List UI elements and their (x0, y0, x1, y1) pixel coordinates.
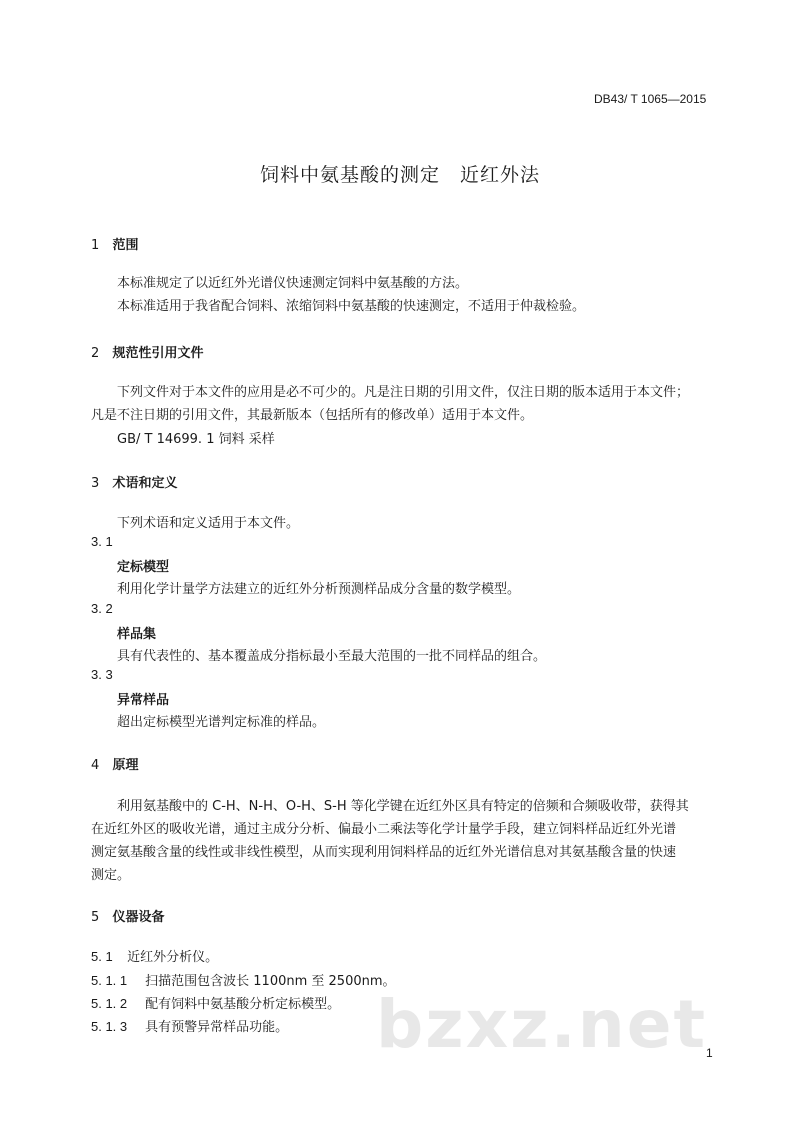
clause-number: 5. 1. 1 (91, 973, 128, 988)
term-name: 定标模型 (117, 560, 170, 575)
section-1-heading (91, 234, 139, 253)
standard-code: DB43/ T 1065—2015 (594, 92, 707, 106)
section-title: 原理 (112, 758, 139, 773)
section-title: 术语和定义 (112, 476, 178, 491)
clause-5-1-2 (91, 993, 340, 1012)
term-definition: 具有代表性的、基本覆盖成分指标最小至最大范围的一批不同样品的组合。 (117, 649, 547, 664)
term-definition: 超出定标模型光谱判定标准的样品。 (117, 715, 326, 730)
clause-text: 近红外分析仪。 (127, 950, 219, 965)
paragraph: 在近红外区的吸收光谱，通过主成分分析、偏最小二乘法等化学计量学手段，建立饲料样品近红外光谱 (91, 822, 677, 837)
clause-number: 5. 1 (91, 949, 113, 964)
section-number: 1 (91, 238, 100, 253)
section-3-heading (91, 472, 178, 491)
section-title: 仪器设备 (112, 910, 165, 925)
clause-5-1-3 (91, 1016, 288, 1035)
section-number: 2 (91, 346, 100, 361)
paragraph: 测定氨基酸含量的线性或非线性模型，从而实现利用饲料样品的近红外光谱信息对其氨基酸含量的快速 (91, 845, 677, 860)
section-number: 5 (91, 910, 100, 925)
paragraph: 本标准适用于我省配合饲料、浓缩饲料中氨基酸的快速测定，不适用于仲裁检验。 (117, 299, 586, 314)
section-title: 范围 (112, 238, 139, 253)
section-number: 4 (91, 758, 100, 773)
term-name: 异常样品 (117, 693, 170, 708)
clause-5-1 (91, 946, 218, 965)
section-title: 规范性引用文件 (112, 346, 204, 361)
clause-text: 具有预警异常样品功能。 (145, 1020, 289, 1035)
clause-text: 扫描范围包含波长 1100nm 至 2500nm。 (145, 974, 396, 989)
term-number: 3. 3 (91, 667, 113, 682)
clause-text: 配有饲料中氨基酸分析定标模型。 (145, 997, 341, 1012)
clause-5-1-1 (91, 970, 396, 989)
reference: GB/ T 14699. 1 饲料 采样 (117, 432, 275, 447)
document-title: 饲料中氨基酸的测定 近红外法 (259, 164, 540, 186)
section-5-heading (91, 906, 165, 925)
paragraph: 本标准规定了以近红外光谱仪快速测定饲料中氨基酸的方法。 (117, 276, 469, 291)
paragraph: 下列文件对于本文件的应用是必不可少的。凡是注日期的引用文件，仅注日期的版本适用于本文件； (117, 385, 690, 400)
section-2-heading (91, 342, 204, 361)
paragraph: 测定。 (91, 868, 131, 883)
term-number: 3. 1 (91, 534, 113, 549)
page-number: 1 (706, 1046, 713, 1060)
section-4-heading (91, 754, 139, 773)
term-name: 样品集 (117, 627, 157, 642)
paragraph: 利用氨基酸中的 C-H、N-H、O-H、S-H 等化学键在近红外区具有特定的倍频和合频吸收带，获得其 (117, 799, 689, 814)
term-definition: 利用化学计量学方法建立的近红外分析预测样品成分含量的数学模型。 (117, 582, 521, 597)
paragraph: 凡是不注日期的引用文件，其最新版本（包括所有的修改单）适用于本文件。 (91, 408, 534, 423)
clause-number: 5. 1. 2 (91, 996, 128, 1011)
section-number: 3 (91, 476, 100, 491)
paragraph: 下列术语和定义适用于本文件。 (117, 516, 300, 531)
clause-number: 5. 1. 3 (91, 1019, 128, 1034)
watermark: bzxz.net (376, 986, 708, 1063)
term-number: 3. 2 (91, 601, 113, 616)
